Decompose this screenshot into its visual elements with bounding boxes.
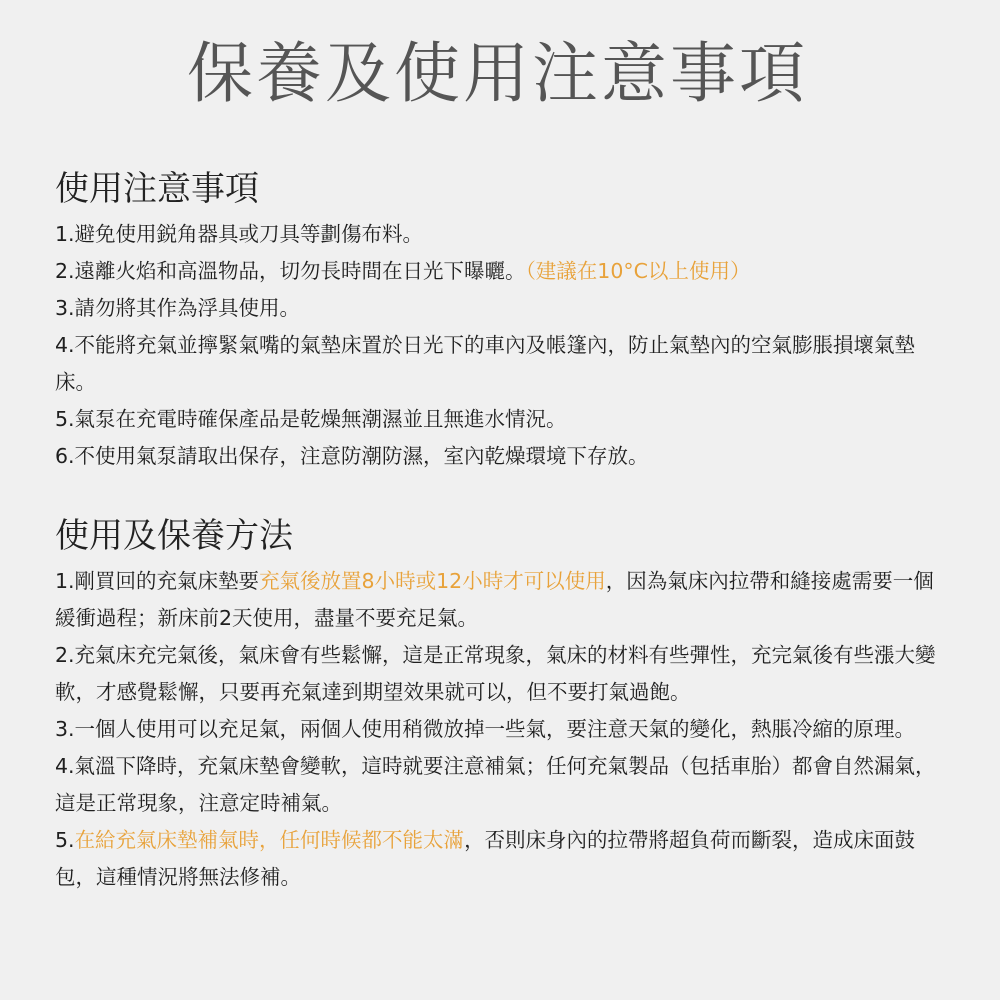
list-item	[55, 401, 940, 438]
item-text: 1.避免使用鋭角器具或刀具等劃傷布料。	[55, 222, 424, 246]
item-text: 3.一個人使用可以充足氣，兩個人使用稍微放掉一些氣，要注意天氣的變化，熱脹冷縮的原理。	[55, 717, 916, 741]
item-text: 4.不能將充氣並擰緊氣嘴的氣墊床置於日光下的車內及帳篷內，防止氣墊內的空氣膨脹損壞氣墊床。	[55, 333, 916, 394]
item-text: 3.請勿將其作為浮具使用。	[55, 296, 301, 320]
highlighted-text: 在給充氣床墊補氣時，任何時候都不能太滿	[74, 828, 465, 852]
item-text: ，否則床身內的拉帶將超負荷而斷裂，造成床面鼓包，這種情況將無法修補。	[55, 828, 916, 889]
list-item	[55, 216, 940, 253]
list-item	[55, 290, 940, 327]
item-text: 5.	[55, 828, 75, 852]
list-item	[55, 438, 940, 475]
list-item	[55, 327, 940, 401]
list-item	[55, 563, 940, 637]
item-text: 5.氣泵在充電時確保產品是乾燥無潮濕並且無進水情況。	[55, 407, 567, 431]
highlighted-text: 充氣後放置8小時或12小時才可以使用	[259, 569, 606, 593]
item-text: 6.不使用氣泵請取出保存，注意防潮防濕，室內乾燥環境下存放。	[55, 444, 649, 468]
item-text: ，因為氣床內拉帶和縫接處需要一個緩衝過程；新床前2天使用，盡量不要充足氣。	[55, 569, 934, 630]
page-title: 保養及使用注意事項	[187, 35, 808, 112]
item-text: 2.遠離火焰和高溫物品，切勿長時間在日光下曝曬。	[55, 259, 526, 283]
item-text: 1.剛買回的充氣床墊要	[55, 569, 260, 593]
care-methods-list	[55, 563, 940, 896]
usage-notes-list	[55, 216, 940, 475]
section-care-methods	[55, 513, 940, 896]
section-heading: 使用注意事項	[55, 169, 259, 209]
highlighted-text: （建議在10°C以上使用）	[525, 259, 751, 283]
list-item	[55, 748, 940, 822]
list-item	[55, 711, 940, 748]
list-item	[55, 637, 940, 711]
list-item	[55, 253, 940, 290]
section-usage-notes	[55, 166, 940, 475]
section-heading: 使用及保養方法	[55, 516, 293, 556]
item-text: 4.氣溫下降時，充氣床墊會變軟，這時就要注意補氣；任何充氣製品（包括車胎）都會自然漏氣，這是正常現象，注意定時補氣。	[55, 754, 936, 815]
list-item	[55, 822, 940, 896]
item-text: 2.充氣床充完氣後，氣床會有些鬆懈，這是正常現象，氣床的材料有些彈性，充完氣後有些漲大變軟，才感覺鬆懈，只要再充氣達到期望效果就可以，但不要打氣過飽。	[55, 643, 936, 704]
